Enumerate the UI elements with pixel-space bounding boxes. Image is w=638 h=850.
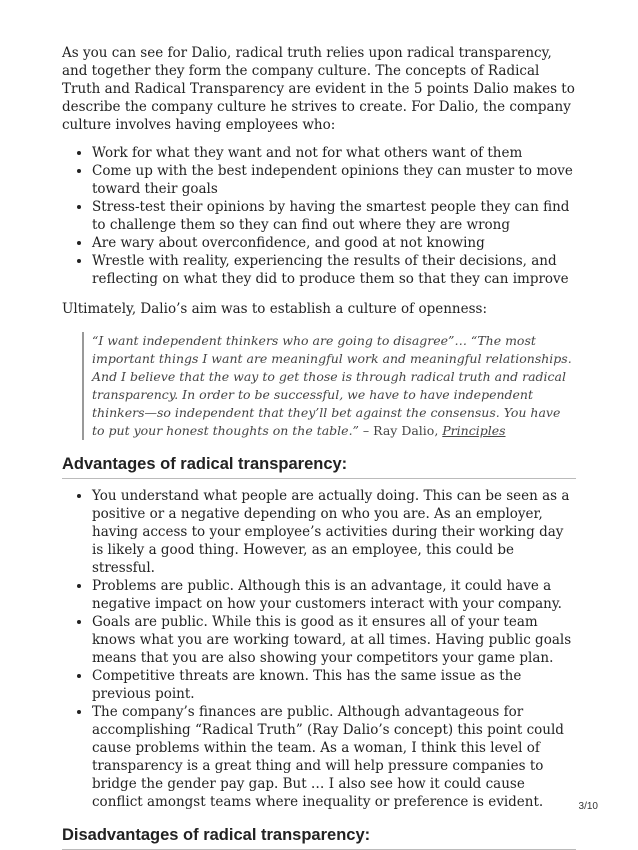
document-page [62,44,576,850]
disadvantages-heading: Disadvantages of radical transparency: [62,825,576,850]
dalio-quote [82,332,576,440]
quote-attribution: – Ray Dalio, [358,423,443,438]
list-item: • Wrestle with reality, experiencing the results of their decisions, and reflecting on what they did to produce them so that they can improve [92,252,576,288]
quote-text: “I want independent thinkers who are going to disagree”… “The most important things I want are meaningful work and meaningful relationships. And I believe that the way to get those is through radical truth and radical transparency. In order to be successful, we have to have independent thinkers—so independent that they’ll bet against the consensus. You have to put your honest thoughts on the table.” [92,333,572,438]
list-item: • Come up with the best independent opinions they can muster to move toward their goals [92,162,576,198]
list-item: • Problems are public. Although this is an advantage, it could have a negative impact on how your customers interact with your company. [92,577,576,613]
list-item: • Goals are public. While this is good as it ensures all of your team knows what you are working toward, at all times. Having public goals means that you are also showing your competitors your game plan. [92,613,576,667]
page-number: 3/10 [578,801,598,812]
advantages-heading: Advantages of radical transparency: [62,454,576,479]
list-item: • You understand what people are actually doing. This can be seen as a positive or a negative depending on who you are. As an employer, having access to your employee’s activities during their working day is likely a good thing. However, as an employee, this could be stressful. [92,487,576,577]
list-item: • Are wary about overconfidence, and good at not knowing [92,234,576,252]
principles-link[interactable]: Principles [442,423,506,438]
list-item: • Work for what they want and not for what others want of them [92,144,576,162]
culture-points-list [62,144,576,288]
list-item: • Stress-test their opinions by having the smartest people they can find to challenge them so they can find out where they are wrong [92,198,576,234]
list-item: • The company’s finances are public. Although advantageous for accomplishing “Radical Truth” (Ray Dalio’s concept) this point could cause problems within the team. As a woman, I think this level of transparency is a great thing and will help pressure companies to bridge the gender pay gap. But … I also see how it could cause conflict amongst teams where inequality or preference is evident. [92,703,576,811]
intro-paragraph: As you can see for Dalio, radical truth relies upon radical transparency, and together they form the company culture. The concepts of Radical Truth and Radical Transparency are evident in the 5 points Dalio makes to describe the company culture he strives to create. For Dalio, the company culture involves having employees who: [62,45,575,133]
advantages-list [62,487,576,811]
list-item: • Competitive threats are known. This has the same issue as the previous point. [92,667,576,703]
openness-paragraph: Ultimately, Dalio’s aim was to establish a culture of openness: [62,301,488,317]
